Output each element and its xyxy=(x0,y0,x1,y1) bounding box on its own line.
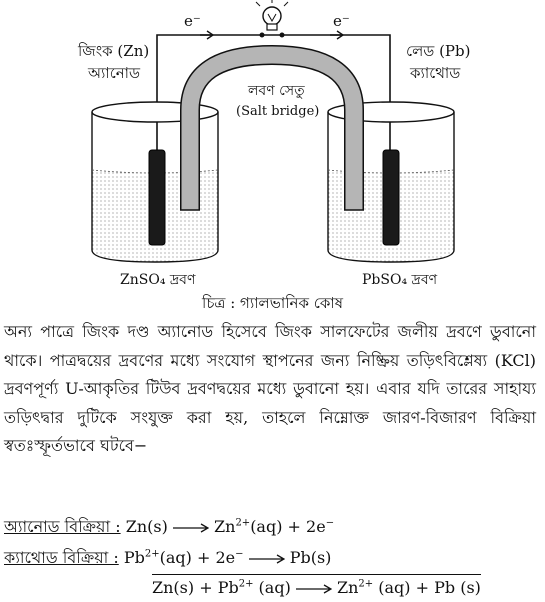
cathode-role-label: ক্যাথোড xyxy=(410,64,461,82)
bulb-icon xyxy=(256,0,288,38)
cathode-name-label: লেড (Pb) xyxy=(406,42,471,60)
anode-product-rest: (aq) + 2e xyxy=(250,517,326,536)
cathode-reactant-charge: 2+ xyxy=(144,548,160,560)
cathode-reaction-label: ক্যাথোড বিক্রিয়া : xyxy=(4,548,119,567)
net-products: Zn xyxy=(337,578,359,597)
electron-label-left: e⁻ xyxy=(184,12,201,30)
net-products-rest: (aq) + Pb (s) xyxy=(373,578,481,597)
right-solution-label: PbSO₄ দ্রবণ xyxy=(362,272,438,288)
anode-product-charge: 2+ xyxy=(235,517,251,529)
zinc-electrode xyxy=(149,150,165,245)
net-reactant-charge: 2+ xyxy=(238,578,254,590)
net-product-charge: 2+ xyxy=(358,578,374,590)
anode-reaction-label: অ্যানোড বিক্রিয়া : xyxy=(4,517,121,536)
cathode-reactant-rest: (aq) + 2e xyxy=(159,548,236,567)
galvanic-cell-diagram xyxy=(0,0,545,292)
net-reaction xyxy=(152,574,481,597)
cathode-reaction xyxy=(4,545,331,572)
salt-bridge-label-bn: লবণ সেতু xyxy=(248,83,305,99)
reaction-arrow-icon xyxy=(173,523,209,533)
body-paragraph: অন্য পাত্রে জিংক দণ্ড অ্যানোড হিসেবে জিংক সালফেটের জলীয় দ্রবণে ডুবানো থাকে। পাত্রদ্বয়ের দ্রবণের মধ্যে সংযোগ স্থাপনের জন্য নিষ্ক্রিয় তড়িৎবিশ্লেষ্য (KCl) দ্রবণপূর্ণ্য U-আকৃতির টিউব দ্রবণদ্বয়ের মধ্যে ডুবানো হয়। এবার যদি তারের সাহায্য তড়িৎদ্বার দুটিকে সংযুক্ত করা হয়, তাহলে নিম্নোক্ত জারণ-বিজারণ বিক্রিয়া স্বতঃস্ফূর্তভাবে ঘটবে− xyxy=(4,322,536,455)
left-solution-label: ZnSO₄ দ্রবণ xyxy=(120,272,196,288)
reaction-arrow-icon xyxy=(296,584,332,594)
cathode-product: Pb(s) xyxy=(289,548,332,567)
figure-caption: চিত্র : গ্যালভানিক কোষ xyxy=(202,294,343,312)
anode-name-label: জিংক (Zn) xyxy=(78,42,150,60)
net-reactants: Zn(s) + Pb xyxy=(152,578,239,597)
lead-electrode xyxy=(383,150,399,245)
net-reactants-rest: (aq) xyxy=(253,578,291,597)
cathode-reactant: Pb xyxy=(123,548,145,567)
anode-role-label: অ্যানোড xyxy=(88,64,141,82)
electron-charge: − xyxy=(325,517,335,529)
electron-label-right: e⁻ xyxy=(333,12,350,30)
salt-bridge-label-en: (Salt bridge) xyxy=(236,104,320,119)
electron-charge: − xyxy=(235,548,244,560)
electron-arrow-left xyxy=(200,31,213,39)
electron-arrow-right xyxy=(330,31,343,39)
reaction-arrow-icon xyxy=(249,554,285,564)
anode-product: Zn xyxy=(214,517,236,536)
anode-reaction xyxy=(4,514,334,541)
anode-reaction-lhs: Zn(s) xyxy=(125,517,168,536)
